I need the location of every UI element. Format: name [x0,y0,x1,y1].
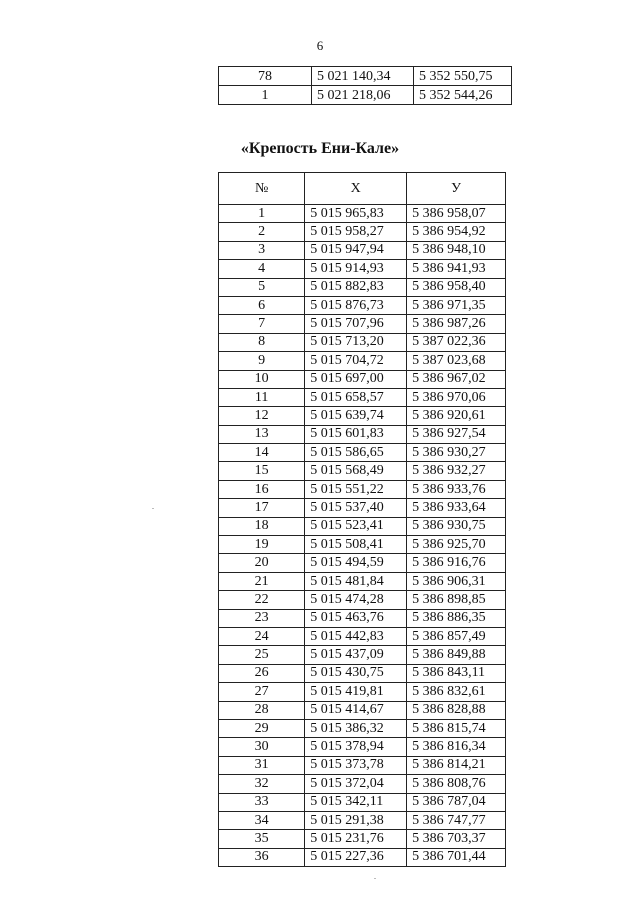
point-number: 6 [219,296,305,314]
point-number: 1 [219,86,312,105]
y-coordinate: 5 386 958,07 [407,205,506,223]
table-row [219,444,506,462]
y-coordinate: 5 386 857,49 [407,627,506,645]
x-coordinate: 5 015 373,78 [305,756,407,774]
x-coordinate: 5 015 378,94 [305,738,407,756]
x-coordinate: 5 015 386,32 [305,719,407,737]
y-coordinate: 5 386 941,93 [407,260,506,278]
point-number: 18 [219,517,305,535]
point-number: 11 [219,388,305,406]
table-row [219,591,506,609]
x-coordinate: 5 015 414,67 [305,701,407,719]
table-row [219,830,506,848]
table-row [219,627,506,645]
point-number: 36 [219,848,305,866]
y-coordinate: 5 386 987,26 [407,315,506,333]
table-row [219,333,506,351]
x-coordinate: 5 015 658,57 [305,388,407,406]
point-number: 15 [219,462,305,480]
x-coordinate: 5 015 342,11 [305,793,407,811]
table-row [219,664,506,682]
x-coordinate: 5 015 231,76 [305,830,407,848]
coordinates-table [218,172,506,867]
point-number: 28 [219,701,305,719]
x-coordinate: 5 015 882,83 [305,278,407,296]
y-coordinate: 5 352 544,26 [414,86,512,105]
y-coordinate: 5 386 787,04 [407,793,506,811]
table-row [219,480,506,498]
header-y: У [407,173,506,205]
section-title: «Крепость Ени-Кале» [240,140,400,157]
y-coordinate: 5 386 971,35 [407,296,506,314]
y-coordinate: 5 386 933,76 [407,480,506,498]
point-number: 2 [219,223,305,241]
table-row [219,388,506,406]
table-row [219,462,506,480]
point-number: 22 [219,591,305,609]
x-coordinate: 5 015 914,93 [305,260,407,278]
x-coordinate: 5 015 523,41 [305,517,407,535]
table-row [219,260,506,278]
y-coordinate: 5 386 886,35 [407,609,506,627]
table-row [219,701,506,719]
y-coordinate: 5 386 703,37 [407,830,506,848]
table-row [219,223,506,241]
y-coordinate: 5 386 930,27 [407,444,506,462]
point-number: 24 [219,627,305,645]
x-coordinate: 5 021 140,34 [312,67,414,86]
y-coordinate: 5 386 832,61 [407,683,506,701]
y-coordinate: 5 386 916,76 [407,554,506,572]
table-row [219,811,506,829]
x-coordinate: 5 015 291,38 [305,811,407,829]
point-number: 23 [219,609,305,627]
point-number: 13 [219,425,305,443]
table-row [219,554,506,572]
point-number: 3 [219,241,305,259]
x-coordinate: 5 015 419,81 [305,683,407,701]
point-number: 35 [219,830,305,848]
y-coordinate: 5 386 925,70 [407,536,506,554]
point-number: 78 [219,67,312,86]
y-coordinate: 5 352 550,75 [414,67,512,86]
y-coordinate: 5 387 023,68 [407,352,506,370]
point-number: 32 [219,775,305,793]
y-coordinate: 5 386 814,21 [407,756,506,774]
table-row [219,296,506,314]
y-coordinate: 5 386 906,31 [407,572,506,590]
y-coordinate: 5 386 932,27 [407,462,506,480]
y-coordinate: 5 386 701,44 [407,848,506,866]
table-row [219,67,512,86]
x-coordinate: 5 015 965,83 [305,205,407,223]
x-coordinate: 5 015 958,27 [305,223,407,241]
point-number: 20 [219,554,305,572]
y-coordinate: 5 387 022,36 [407,333,506,351]
y-coordinate: 5 386 958,40 [407,278,506,296]
point-number: 14 [219,444,305,462]
table-row [219,370,506,388]
x-coordinate: 5 015 537,40 [305,499,407,517]
point-number: 4 [219,260,305,278]
y-coordinate: 5 386 933,64 [407,499,506,517]
x-coordinate: 5 015 713,20 [305,333,407,351]
y-coordinate: 5 386 843,11 [407,664,506,682]
table-row [219,499,506,517]
x-coordinate: 5 015 372,04 [305,775,407,793]
table-row [219,517,506,535]
table-row [219,536,506,554]
table-row [219,315,506,333]
point-number: 34 [219,811,305,829]
point-number: 19 [219,536,305,554]
point-number: 12 [219,407,305,425]
table-row [219,205,506,223]
point-number: 9 [219,352,305,370]
point-number: 21 [219,572,305,590]
point-number: 1 [219,205,305,223]
y-coordinate: 5 386 898,85 [407,591,506,609]
x-coordinate: 5 015 876,73 [305,296,407,314]
previous-coordinates-table [218,66,512,105]
table-row [219,848,506,866]
y-coordinate: 5 386 828,88 [407,701,506,719]
point-number: 10 [219,370,305,388]
y-coordinate: 5 386 816,34 [407,738,506,756]
x-coordinate: 5 015 442,83 [305,627,407,645]
table-row [219,241,506,259]
x-coordinate: 5 015 474,28 [305,591,407,609]
y-coordinate: 5 386 808,76 [407,775,506,793]
table-row [219,793,506,811]
point-number: 5 [219,278,305,296]
y-coordinate: 5 386 849,88 [407,646,506,664]
point-number: 31 [219,756,305,774]
x-coordinate: 5 015 437,09 [305,646,407,664]
table-row [219,719,506,737]
table-row [219,407,506,425]
table-row [219,756,506,774]
y-coordinate: 5 386 970,06 [407,388,506,406]
y-coordinate: 5 386 747,77 [407,811,506,829]
x-coordinate: 5 015 707,96 [305,315,407,333]
x-coordinate: 5 015 947,94 [305,241,407,259]
y-coordinate: 5 386 948,10 [407,241,506,259]
y-coordinate: 5 386 815,74 [407,719,506,737]
x-coordinate: 5 015 704,72 [305,352,407,370]
x-coordinate: 5 015 551,22 [305,480,407,498]
x-coordinate: 5 015 463,76 [305,609,407,627]
x-coordinate: 5 021 218,06 [312,86,414,105]
point-number: 27 [219,683,305,701]
table-row [219,572,506,590]
table-header-row [219,173,506,205]
x-coordinate: 5 015 697,00 [305,370,407,388]
point-number: 33 [219,793,305,811]
point-number: 25 [219,646,305,664]
table-row [219,609,506,627]
table-row [219,646,506,664]
x-coordinate: 5 015 639,74 [305,407,407,425]
scan-speck [374,878,376,879]
header-number: № [219,173,305,205]
x-coordinate: 5 015 568,49 [305,462,407,480]
table-row [219,86,512,105]
page-number: 6 [316,38,324,53]
x-coordinate: 5 015 481,84 [305,572,407,590]
x-coordinate: 5 015 508,41 [305,536,407,554]
x-coordinate: 5 015 586,65 [305,444,407,462]
point-number: 30 [219,738,305,756]
point-number: 29 [219,719,305,737]
table-row [219,278,506,296]
y-coordinate: 5 386 920,61 [407,407,506,425]
y-coordinate: 5 386 927,54 [407,425,506,443]
table-row [219,352,506,370]
point-number: 8 [219,333,305,351]
table-row [219,683,506,701]
y-coordinate: 5 386 930,75 [407,517,506,535]
scan-speck [152,508,154,509]
y-coordinate: 5 386 967,02 [407,370,506,388]
point-number: 26 [219,664,305,682]
table-row [219,775,506,793]
table-row [219,425,506,443]
table-row [219,738,506,756]
x-coordinate: 5 015 601,83 [305,425,407,443]
x-coordinate: 5 015 430,75 [305,664,407,682]
header-x: X [305,173,407,205]
point-number: 16 [219,480,305,498]
x-coordinate: 5 015 494,59 [305,554,407,572]
x-coordinate: 5 015 227,36 [305,848,407,866]
point-number: 7 [219,315,305,333]
y-coordinate: 5 386 954,92 [407,223,506,241]
point-number: 17 [219,499,305,517]
